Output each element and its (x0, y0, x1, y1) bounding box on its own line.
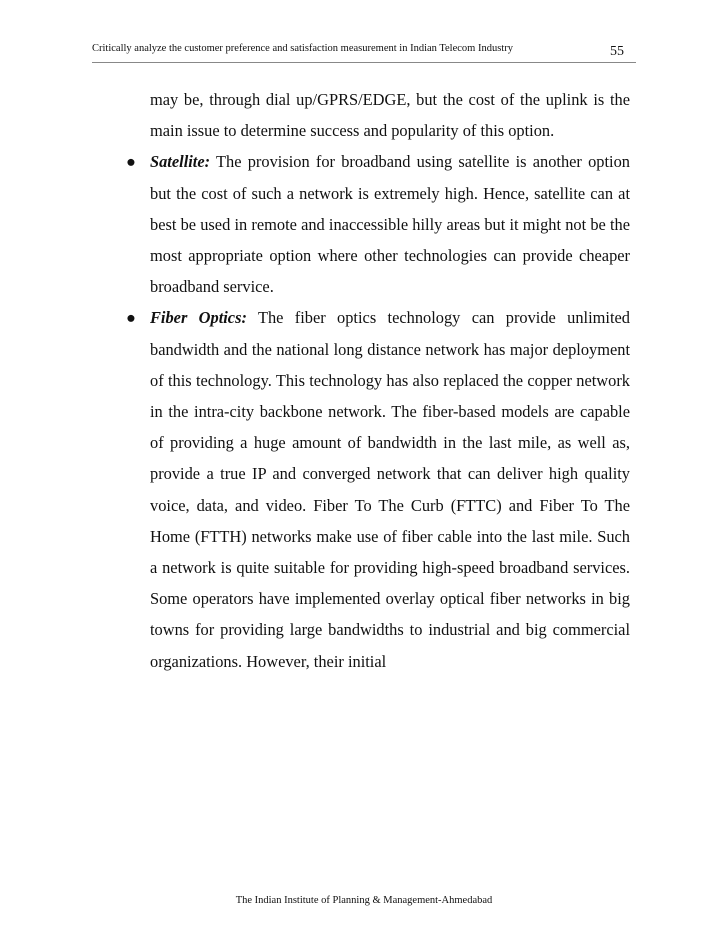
header-divider (92, 62, 636, 63)
page-number: 55 (610, 44, 624, 59)
bullet-icon: ● (126, 308, 136, 328)
bullet-text: The fiber optics technology can provide unlimited bandwidth and the national long distance network has major deployment of this technology. This technology has also replaced the copper network in the intra-city backbone network. The fiber-based models are capable of providing a huge amount of bandwidth in the last mile, as well as, provide a true IP and converged network that can deliver high quality voice, data, and video. Fiber To The Curb (FTTC) and Fiber To The Home (FTTH) networks make use of fiber cable into the last mile. Such a network is quite suitable for providing high-speed broadband services. Some operators have implemented overlay optical fiber networks in big towns for providing large bandwidths to industrial and big commercial organizations. However, their initial (150, 308, 630, 671)
bullet-icon: ● (126, 152, 136, 172)
header-title: Critically analyze the customer preference and satisfaction measurement in Indian Telecom Industry (92, 43, 513, 54)
bullet-item-satellite (128, 146, 630, 302)
page-footer: The Indian Institute of Planning & Management-Ahmedabad (235, 895, 493, 906)
bullet-item-fiber-optics (128, 302, 630, 676)
body-text (128, 84, 630, 677)
bullet-text: The provision for broadband using satellite is another option but the cost of such a network is extremely high. Hence, satellite can at best be used in remote and inaccessible hilly areas but it might not be the most appropriate option where other technologies can provide cheaper broadband service. (150, 152, 630, 297)
running-header (92, 41, 636, 61)
bullet-term: Fiber Optics: (150, 308, 247, 328)
continuation-paragraph: may be, through dial up/GPRS/EDGE, but the cost of the uplink is the main issue to determine success and popularity of this option. (150, 90, 630, 141)
bullet-term: Satellite: (150, 152, 211, 172)
